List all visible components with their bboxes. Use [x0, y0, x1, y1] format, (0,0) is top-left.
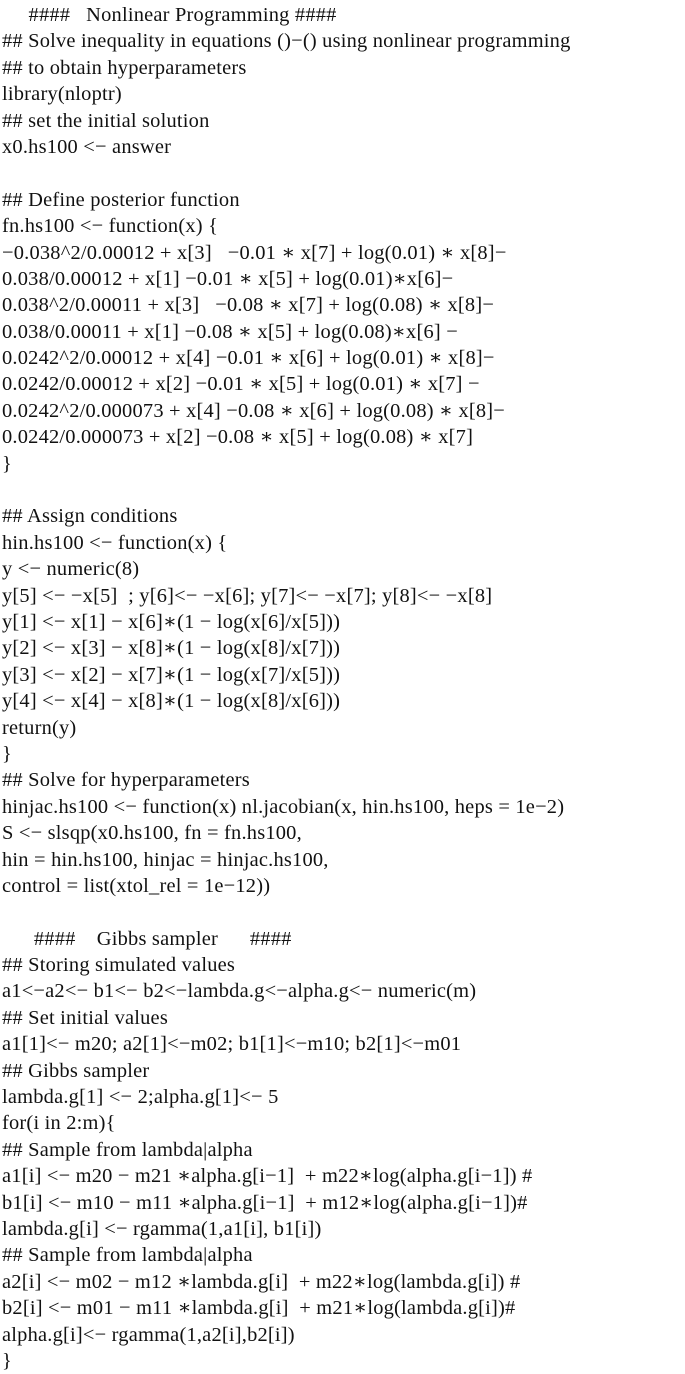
code-line: 0.0242/0.00012 + x[2] −0.01 ∗ x[5] + log(0.01) ∗ x[7] −	[2, 373, 480, 396]
code-line: y[1] <− x[1] − x[6]∗(1 − log(x[6]/x[5]))	[2, 610, 341, 633]
code-line: library(nloptr)	[2, 83, 122, 106]
code-line: ## Sample from lambda|alpha	[2, 1138, 253, 1161]
code-line: alpha.g[i]<− rgamma(1,a2[i],b2[i])	[2, 1323, 295, 1346]
code-line: y <− numeric(8)	[2, 558, 140, 581]
code-line: lambda.g[i] <− rgamma(1,a1[i], b1[i])	[2, 1217, 322, 1240]
code-line	[2, 477, 683, 503]
code-line: a1[1]<− m20; a2[1]<−m02; b1[1]<−m10; b2[1]<−m01	[2, 1033, 462, 1056]
code-line: y[2] <− x[3] − x[8]∗(1 − log(x[8]/x[7]))	[2, 637, 341, 660]
code-line: ## Storing simulated values	[2, 954, 236, 977]
code-line: 0.038/0.00012 + x[1] −0.01 ∗ x[5] + log(0.01)∗x[6]−	[2, 267, 454, 290]
code-line: b2[i] <− m01 − m11 ∗lambda.g[i] + m21∗log(lambda.g[i])#	[2, 1297, 516, 1320]
code-line: x0.hs100 <− answer	[2, 135, 172, 158]
code-line: return(y)	[2, 716, 77, 739]
code-line: hin.hs100 <− function(x) {	[2, 531, 228, 554]
code-line: ## Solve for hyperparameters	[2, 769, 250, 792]
code-line: }	[2, 742, 13, 765]
code-line: hin = hin.hs100, hinjac = hinjac.hs100,	[2, 848, 329, 871]
code-line: ## Define posterior function	[2, 188, 240, 211]
code-line: a1[i] <− m20 − m21 ∗alpha.g[i−1] + m22∗log(alpha.g[i−1]) #	[2, 1165, 533, 1188]
code-line: ## Set initial values	[2, 1006, 168, 1029]
code-line: 0.038^2/0.00011 + x[3] −0.08 ∗ x[7] + log(0.08) ∗ x[8]−	[2, 294, 495, 317]
code-line: b1[i] <− m10 − m11 ∗alpha.g[i−1] + m12∗log(alpha.g[i−1])#	[2, 1191, 528, 1214]
code-line: hinjac.hs100 <− function(x) nl.jacobian(x, hin.hs100, heps = 1e−2)	[2, 795, 565, 818]
code-line: y[4] <− x[4] − x[8]∗(1 − log(x[8]/x[6]))	[2, 690, 341, 713]
code-line	[2, 899, 683, 925]
code-line: ## to obtain hyperparameters	[2, 56, 247, 79]
code-line: 0.0242/0.000073 + x[2] −0.08 ∗ x[5] + log(0.08) ∗ x[7]	[2, 426, 474, 449]
code-line: }	[2, 1349, 13, 1372]
code-line: ## Solve inequality in equations ()−() using nonlinear programming	[2, 30, 571, 53]
code-line: }	[2, 452, 13, 475]
code-line: ## Gibbs sampler	[2, 1059, 150, 1082]
code-line: lambda.g[1] <− 2;alpha.g[1]<− 5	[2, 1086, 279, 1109]
code-line	[2, 160, 683, 186]
code-line: ## Sample from lambda|alpha	[2, 1244, 253, 1267]
code-line: #### Nonlinear Programming ####	[2, 4, 337, 26]
code-line: y[5] <− −x[5] ; y[6]<− −x[6]; y[7]<− −x[7]; y[8]<− −x[8]	[2, 584, 493, 607]
code-line: ## Assign conditions	[2, 505, 178, 528]
code-line: for(i in 2:m){	[2, 1112, 116, 1135]
code-line: 0.0242^2/0.00012 + x[4] −0.01 ∗ x[6] + log(0.01) ∗ x[8]−	[2, 347, 495, 370]
code-line: 0.0242^2/0.000073 + x[4] −0.08 ∗ x[6] + log(0.08) ∗ x[8]−	[2, 399, 506, 422]
code-line: −0.038^2/0.00012 + x[3] −0.01 ∗ x[7] + log(0.01) ∗ x[8]−	[2, 241, 507, 264]
code-line: 0.038/0.00011 + x[1] −0.08 ∗ x[5] + log(0.08)∗x[6] −	[2, 320, 458, 343]
code-line: y[3] <− x[2] − x[7]∗(1 − log(x[7]/x[5]))	[2, 663, 341, 686]
code-line: S <− slsqp(x0.hs100, fn = fn.hs100,	[2, 822, 302, 845]
code-line: a2[i] <− m02 − m12 ∗lambda.g[i] + m22∗log(lambda.g[i]) #	[2, 1270, 521, 1293]
code-line: a1<−a2<− b1<− b2<−lambda.g<−alpha.g<− numeric(m)	[2, 980, 477, 1003]
code-line: #### Gibbs sampler ####	[2, 927, 292, 950]
code-line: fn.hs100 <− function(x) {	[2, 215, 219, 238]
code-line: control = list(xtol_rel = 1e−12))	[2, 874, 271, 897]
code-line: ## set the initial solution	[2, 109, 210, 132]
